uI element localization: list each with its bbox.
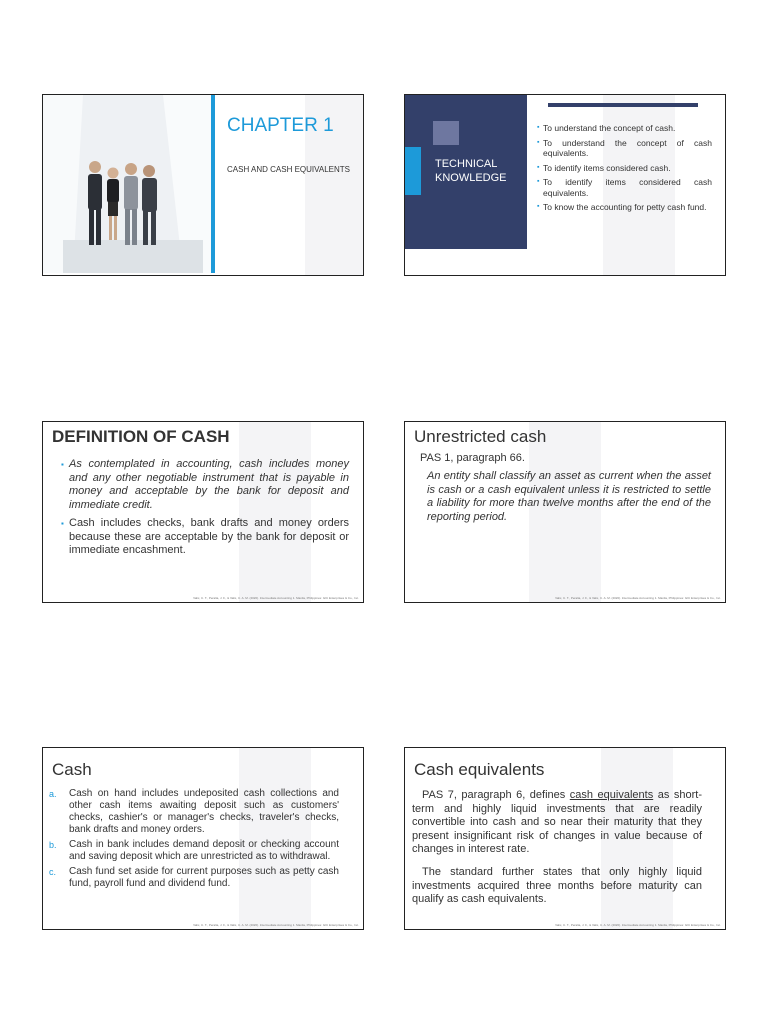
- list-item: ▪ To understand the concept of cash.: [537, 123, 712, 134]
- slide-title: Cash equivalents: [414, 760, 545, 779]
- item-letter: b.: [49, 840, 57, 850]
- bullet-text: As contemplated in accounting, cash includes money and any other negotiable instrument that is payable in money and acceptable by the bank for deposit and immediate credit.: [69, 458, 349, 511]
- objectives-list: [537, 123, 712, 217]
- citation-footer: Valix, C. T., Peralta, J. F., & Valix, C. A. M. (2020). Intermediate Accounting 1. Manila, Philippines: GIC Enterprises & Co., Inc.: [193, 923, 359, 927]
- panel-heading: [435, 157, 507, 185]
- slide-title: DEFINITION OF CASH: [52, 427, 230, 446]
- slide-cash-equivalents: [404, 747, 726, 930]
- item-text: Cash on hand includes undeposited cash collections and other cash items awaiting deposit such as customers' checks, cashier's or manager's checks, traveler's checks, bank drafts and money orders.: [69, 788, 339, 835]
- cash-items-list: [49, 788, 339, 893]
- slide-unrestricted-cash: [404, 421, 726, 603]
- item-letter: a.: [49, 789, 57, 799]
- business-people-photo: [43, 95, 211, 273]
- panel-heading-line2: KNOWLEDGE: [435, 172, 507, 184]
- quoted-standard: An entity shall classify an asset as current when the asset is cash or a cash equivalent unless it is restricted to settle a liability for more than twelve months after the end of the reporting period.: [427, 470, 711, 523]
- accent-bar: [211, 95, 215, 273]
- cash-equivalents-term: cash equivalents: [569, 789, 654, 801]
- slide-definition-of-cash: [42, 421, 364, 603]
- bullet-icon: ▪: [61, 460, 64, 469]
- decorative-accent: [405, 147, 421, 195]
- list-item: ▪ To identify items considered cash equivalents.: [537, 177, 712, 198]
- list-item: ▪ To understand the concept of cash equivalents.: [537, 138, 712, 159]
- list-item: [49, 866, 339, 890]
- citation-footer: Valix, C. T., Peralta, J. F., & Valix, C. A. M. (2020). Intermediate Accounting 1. Manila, Philippines: GIC Enterprises & Co., Inc.: [555, 596, 721, 600]
- list-item: ▪ To know the accounting for petty cash fund.: [537, 202, 712, 213]
- panel-heading-line1: TECHNICAL: [435, 158, 498, 170]
- list-item: [49, 839, 339, 863]
- bullet-item: [61, 458, 349, 512]
- chapter-subtitle: CASH AND CASH EQUIVALENTS: [227, 165, 350, 174]
- definition-bullets: [61, 458, 349, 558]
- item-text: Cash fund set aside for current purposes such as petty cash fund, payroll fund and dividend fund.: [69, 866, 339, 889]
- business-people-illustration: [43, 95, 211, 273]
- slide-title: Cash: [52, 760, 92, 779]
- bullet-item: [61, 517, 349, 558]
- citation-footer: Valix, C. T., Peralta, J. F., & Valix, C. A. M. (2020). Intermediate Accounting 1. Manila, Philippines: GIC Enterprises & Co., Inc.: [555, 923, 721, 927]
- list-item: [49, 788, 339, 836]
- reference-text: PAS 1, paragraph 66.: [420, 452, 525, 464]
- paragraph-text: PAS 7, paragraph 6, defines: [422, 789, 570, 801]
- bullet-icon: ▪: [61, 519, 64, 528]
- slide-cash: [42, 747, 364, 930]
- definition-paragraph: [412, 789, 702, 857]
- list-item: ▪ To identify items considered cash.: [537, 163, 712, 174]
- title-panel: [405, 95, 527, 249]
- slide-chapter-title: [42, 94, 364, 276]
- citation-footer: Valix, C. T., Peralta, J. F., & Valix, C. A. M. (2020). Intermediate Accounting 1. Manila, Philippines: GIC Enterprises & Co., Inc.: [193, 596, 359, 600]
- decorative-square: [433, 121, 459, 145]
- slide-title: Unrestricted cash: [414, 427, 547, 446]
- bullet-text: Cash includes checks, bank drafts and money orders because these are acceptable by the bank for deposit or immediate encashment.: [69, 517, 349, 556]
- standard-paragraph: The standard further states that only highly liquid investments acquired three months before maturity can qualify as cash equivalents.: [412, 866, 702, 905]
- header-rule: [548, 103, 698, 107]
- paragraph-text: as short-term and highly liquid investments that are readily convertible into cash and so near their maturity that they present insignificant risk of changes in value because of changes in interest rate.: [412, 789, 702, 855]
- item-text: Cash in bank includes demand deposit or checking account and saving deposit which are unrestricted as to withdrawal.: [69, 839, 339, 862]
- item-letter: c.: [49, 867, 57, 877]
- slide-objectives: [404, 94, 726, 276]
- chapter-title: CHAPTER 1: [227, 115, 334, 136]
